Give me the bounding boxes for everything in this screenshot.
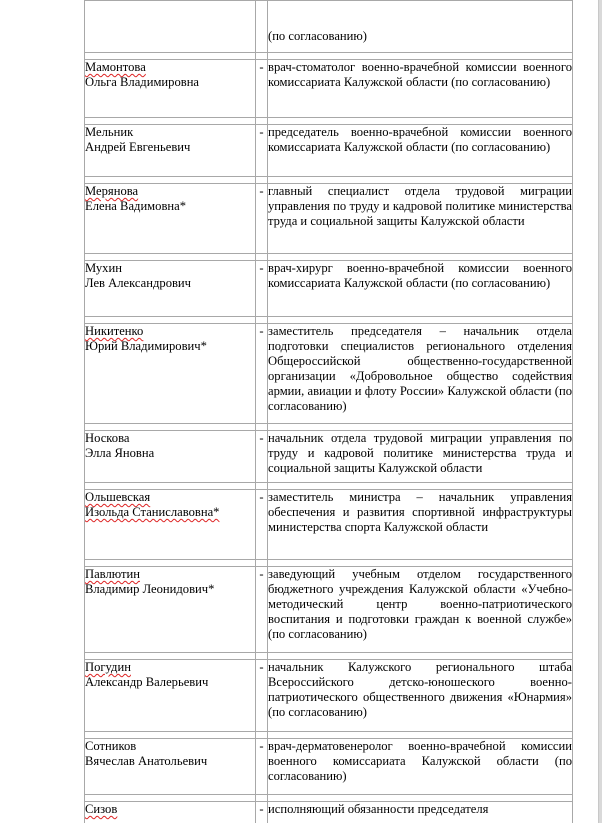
member-position-cell[interactable] [268, 802, 573, 823]
table-row [85, 431, 573, 483]
spacer-row [85, 118, 573, 125]
member-given-names: Лев Александрович [85, 276, 192, 290]
member-position-cell[interactable] [268, 567, 573, 653]
member-surname: Сизов [85, 802, 118, 816]
spacer-row [85, 177, 573, 184]
member-given-names: Елена Вадимовна* [85, 199, 187, 213]
position-text: исполняющий обязанности председателя [268, 802, 489, 816]
dash-text: - [259, 324, 264, 338]
dash-text: - [259, 567, 264, 581]
dash-text: - [259, 261, 264, 275]
spacer-row [85, 254, 573, 261]
table-row [85, 490, 573, 560]
position-text: заместитель председателя – начальник отдела подготовки специалистов регионального отделения Общероссийской общественно-государственной организации «Добровольное общество содействия армии, авиации и флоту России» Калужской области (по согласованию) [268, 324, 572, 413]
table-row [85, 60, 573, 118]
commission-members-table [84, 0, 573, 823]
table-row [85, 125, 573, 177]
dash-cell[interactable] [256, 261, 268, 317]
member-given-names: Владимир Леонидович* [85, 582, 215, 596]
member-surname: Никитенко [85, 324, 144, 338]
dash-text: - [259, 431, 264, 445]
dash-cell[interactable] [256, 660, 268, 732]
member-surname: Павлютин [85, 567, 140, 581]
member-position-cell[interactable] [268, 660, 573, 732]
spacer-row [85, 560, 573, 567]
spacer-row [85, 424, 573, 431]
member-surname: Погудин [85, 660, 131, 674]
member-surname: Мамонтова [85, 60, 146, 74]
member-position-cell[interactable] [268, 739, 573, 795]
member-surname: Мухин [85, 261, 122, 275]
member-given-names: Изольда Станиславовна* [85, 505, 220, 519]
table-row [85, 660, 573, 732]
member-name-cell[interactable] [85, 184, 256, 254]
member-position-cell[interactable] [268, 324, 573, 424]
spacer-row [85, 795, 573, 802]
position-text: заведующий учебным отделом государственного бюджетного учреждения Калужской области «Учебно-методический центр военно-патриотического воспитания и подготовки граждан к военной службе» (по согласованию) [268, 567, 572, 641]
member-name-cell[interactable] [85, 60, 256, 118]
member-name-cell[interactable] [85, 431, 256, 483]
member-given-names: Элла Яновна [85, 446, 155, 460]
member-name-cell[interactable] [85, 1, 256, 53]
member-surname: Носкова [85, 431, 130, 445]
position-text: врач-стоматолог военно-врачебной комиссии военного комиссариата Калужской области (по согласованию) [268, 60, 572, 89]
spacer-row [85, 53, 573, 60]
position-text: заместитель министра – начальник управления обеспечения и развития спортивной инфраструктуры министерства спорта Калужской области [268, 490, 572, 534]
dash-cell[interactable] [256, 324, 268, 424]
dash-text: - [259, 490, 264, 504]
member-position-cell[interactable] [268, 490, 573, 560]
table-row [85, 324, 573, 424]
dash-cell[interactable] [256, 490, 268, 560]
spacer-row [85, 732, 573, 739]
member-surname: Мельник [85, 125, 134, 139]
dash-cell[interactable] [256, 1, 268, 53]
position-text: начальник Калужского регионального штаба Всероссийского детско-юношеского военно-патриотического общественного движения «Юнармия» (по согласованию) [268, 660, 572, 719]
spacer-row [85, 483, 573, 490]
member-given-names: Юрий Владимирович* [85, 339, 207, 353]
member-surname: Мерянова [85, 184, 139, 198]
member-name-cell[interactable] [85, 567, 256, 653]
dash-text: - [259, 60, 264, 74]
spacer-row [85, 317, 573, 324]
member-position-cell[interactable] [268, 60, 573, 118]
dash-cell[interactable] [256, 125, 268, 177]
dash-text: - [259, 125, 264, 139]
member-given-names: Андрей Евгеньевич [85, 140, 191, 154]
member-position-cell[interactable] [268, 125, 573, 177]
position-text: главный специалист отдела трудовой миграции управления по труду и кадровой политике министерства труда и социальной защиты Калужской области [268, 184, 572, 228]
member-name-cell[interactable] [85, 261, 256, 317]
spacer-row [85, 653, 573, 660]
member-position-cell[interactable] [268, 431, 573, 483]
table-row [85, 184, 573, 254]
member-given-names: Александр Валерьевич [85, 675, 209, 689]
table-row [85, 567, 573, 653]
dash-cell[interactable] [256, 184, 268, 254]
member-position-cell[interactable] [268, 184, 573, 254]
member-name-cell[interactable] [85, 802, 256, 823]
table-row [85, 739, 573, 795]
member-position-cell[interactable] [268, 1, 573, 53]
member-name-cell[interactable] [85, 324, 256, 424]
member-name-cell[interactable] [85, 490, 256, 560]
table-row [85, 1, 573, 53]
table-row [85, 802, 573, 823]
dash-cell[interactable] [256, 739, 268, 795]
position-text: начальник отдела трудовой миграции управления по труду и кадровой политике министерства труда и социальной защиты Калужской области [268, 431, 572, 475]
member-given-names: Ольга Владимировна [85, 75, 200, 89]
position-text: врач-дерматовенеролог военно-врачебной комиссии военного комиссариата Калужской области (по согласованию) [268, 739, 572, 783]
dash-cell[interactable] [256, 60, 268, 118]
position-text: врач-хирург военно-врачебной комиссии военного комиссариата Калужской области (по согласованию) [268, 261, 572, 290]
member-name-cell[interactable] [85, 125, 256, 177]
position-text: председатель военно-врачебной комиссии военного комиссариата Калужской области (по согласованию) [268, 125, 572, 154]
dash-cell[interactable] [256, 567, 268, 653]
member-name-cell[interactable] [85, 660, 256, 732]
dash-cell[interactable] [256, 431, 268, 483]
position-text: (по согласованию) [268, 29, 368, 43]
dash-text: - [259, 739, 264, 753]
member-surname: Сотников [85, 739, 137, 753]
dash-text: - [259, 660, 264, 674]
member-surname: Ольшевская [85, 490, 151, 504]
member-position-cell[interactable] [268, 261, 573, 317]
dash-cell[interactable] [256, 802, 268, 823]
dash-text: - [259, 184, 264, 198]
member-name-cell[interactable] [85, 739, 256, 795]
dash-text: - [259, 802, 264, 816]
member-given-names: Вячеслав Анатольевич [85, 754, 208, 768]
table-row [85, 261, 573, 317]
